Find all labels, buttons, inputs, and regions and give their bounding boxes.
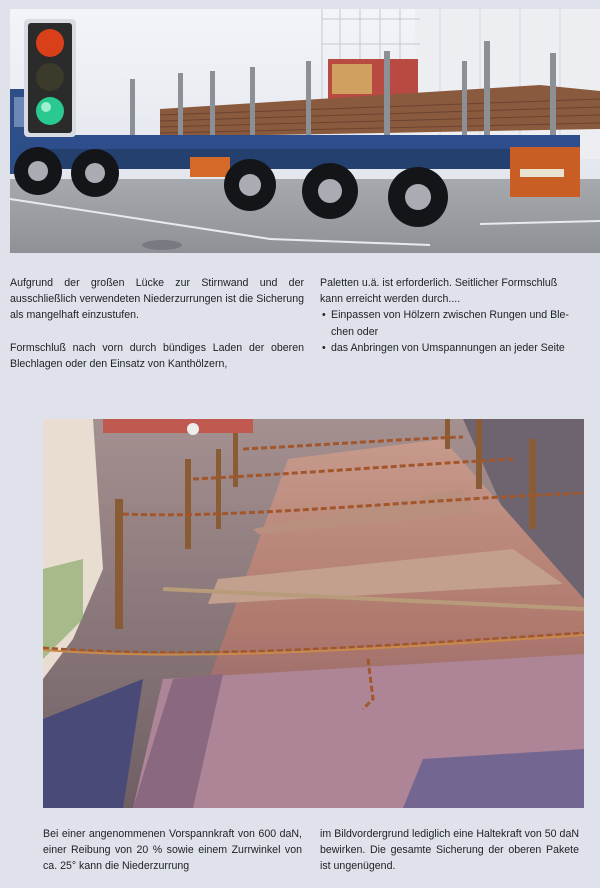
text-column-bottom-left (43, 826, 302, 875)
paragraph: kann erreicht werden durch.... (320, 293, 461, 306)
text-column-top-left (10, 275, 304, 372)
paragraph: im Bildvordergrund lediglich eine Haltekraft von 50 daN bewirken. Die gesamte Sicherung der oberen Pakete ist ungenügend. (320, 828, 579, 873)
paragraph: Formschluß nach vorn durch bündiges Laden der oberen Blechlagen oder den Einsatz von Kanthölzern, (10, 341, 304, 370)
traffic-light-icon (24, 19, 76, 137)
list-item: • Einpassen von Hölzern zwischen Rungen und Ble- chen oder (320, 307, 600, 339)
truck-trailer-photo (10, 9, 600, 253)
paragraph: Aufgrund der großen Lücke zur Stirnwand und der ausschließlich verwendeten Niederzurrungen ist die Sicherung als mangelhaft einzustufen. (10, 277, 304, 322)
bullet-list (320, 307, 600, 356)
text-column-bottom-right (320, 826, 579, 875)
paragraph: Paletten u.ä. ist erforderlich. Seitlicher Formschluß (320, 277, 558, 289)
paragraph: Bei einer angenommenen Vorspannkraft von 600 daN, einer Reibung von 20 % sowie einem Zurrwinkel von ca. 25° kann die Niederzurrung (43, 828, 302, 873)
text-column-top-right (320, 275, 600, 356)
list-item: • das Anbringen von Umspannungen an jeder Seite (320, 340, 600, 356)
chain-lashing-photo (43, 419, 584, 808)
